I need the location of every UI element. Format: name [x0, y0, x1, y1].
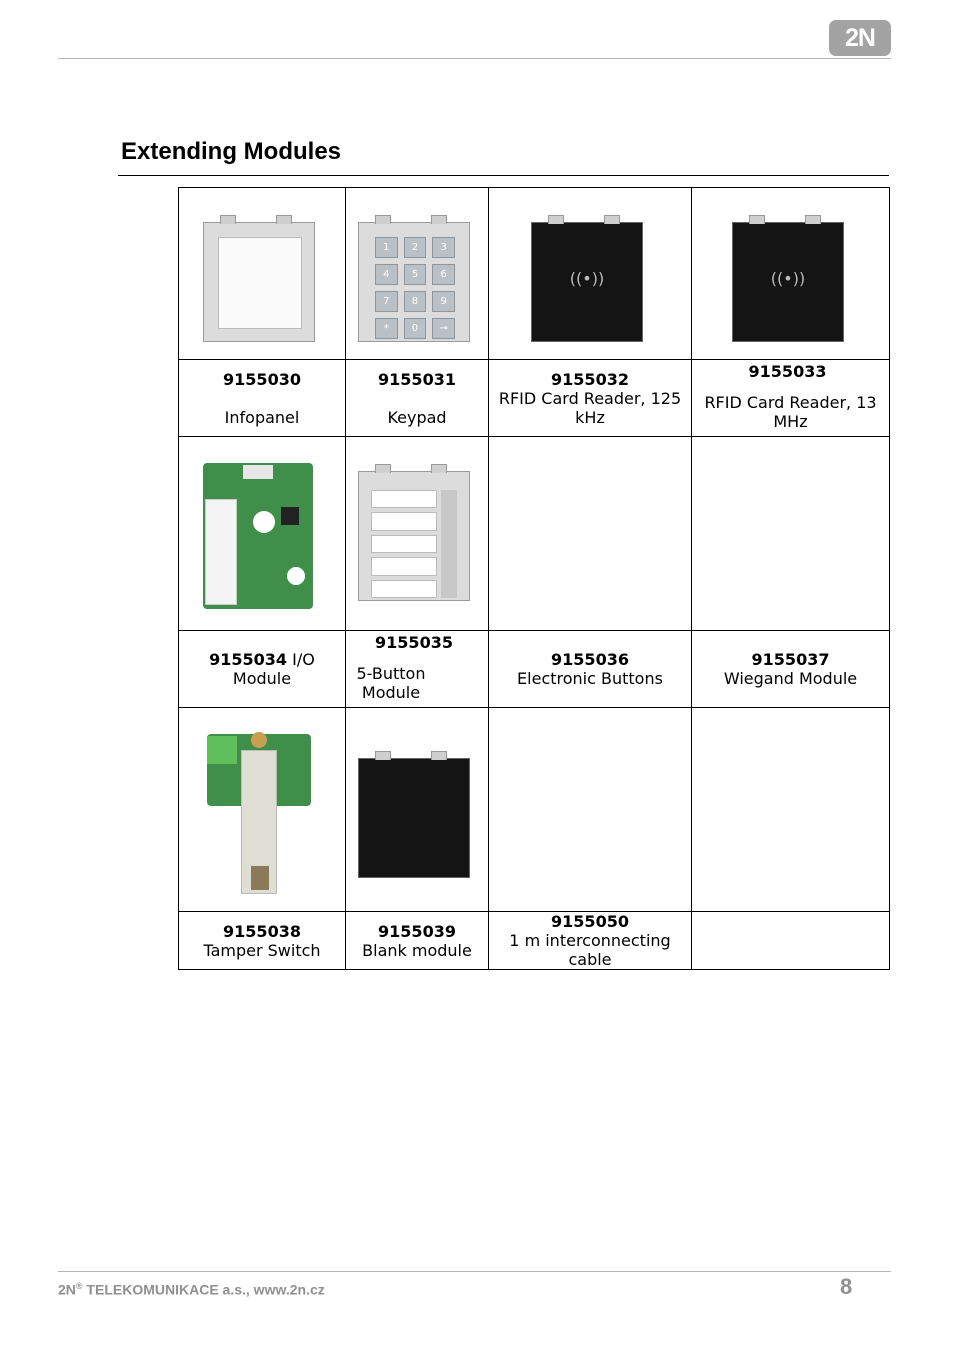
io-module-image: [203, 463, 313, 609]
image-cell-rfid-13: [692, 188, 890, 360]
image-cell-electronic-buttons: [489, 437, 692, 631]
module-9155037: 9155037 Wiegand Module: [692, 631, 890, 708]
header-rule: [58, 58, 891, 59]
module-9155034: 9155034 I/O Module: [179, 631, 346, 708]
empty-label-cell: [692, 912, 890, 970]
tamper-switch-image: [207, 734, 311, 894]
module-9155039: 9155039 Blank module: [346, 912, 489, 970]
keypad-key: 1: [375, 237, 398, 258]
brand-logo: 2N: [829, 20, 891, 56]
module-9155031: 9155031 Keypad: [346, 360, 489, 437]
page-number: 8: [840, 1274, 853, 1299]
keypad-key: 7: [375, 291, 398, 312]
footer-rule: [58, 1271, 891, 1272]
image-cell-wiegand: [692, 437, 890, 631]
rfid-125-image: [531, 222, 643, 342]
image-cell-5-button: [346, 437, 489, 631]
infopanel-image: [203, 222, 315, 342]
image-cell-keypad: [346, 188, 489, 360]
title-rule: [118, 175, 889, 176]
keypad-key: 5: [404, 264, 427, 285]
rfid-wave-icon: ((•)): [569, 269, 605, 288]
keypad-image: [358, 222, 470, 342]
keypad-key: 8: [404, 291, 427, 312]
image-cell-infopanel: [179, 188, 346, 360]
module-9155036: 9155036 Electronic Buttons: [489, 631, 692, 708]
module-9155030: 9155030 Infopanel: [179, 360, 346, 437]
image-cell-rfid-125: [489, 188, 692, 360]
keypad-key: 4: [375, 264, 398, 285]
keypad-key: 0: [404, 318, 427, 339]
module-9155035: 9155035 5-Button Module: [346, 631, 489, 708]
module-9155038: 9155038 Tamper Switch: [179, 912, 346, 970]
keypad-key: 9: [432, 291, 455, 312]
image-cell-tamper-switch: [179, 708, 346, 912]
modules-table: [178, 187, 890, 970]
keypad-key: 6: [432, 264, 455, 285]
module-9155050: 9155050 1 m interconnecting cable: [489, 912, 692, 970]
keypad-key: ⊸: [432, 318, 455, 339]
image-cell-cable: [489, 708, 692, 912]
footer-company: 2N® TELEKOMUNIKACE a.s., www.2n.cz: [58, 1281, 325, 1298]
image-cell-blank-module: [346, 708, 489, 912]
keypad-key: 2: [404, 237, 427, 258]
rfid-13-image: [732, 222, 844, 342]
keypad-key: *: [375, 318, 398, 339]
blank-module-image: [358, 758, 470, 878]
page-title: Extending Modules: [121, 138, 342, 165]
rfid-wave-icon: ((•)): [770, 269, 806, 288]
module-9155032: 9155032 RFID Card Reader, 125 kHz: [489, 360, 692, 437]
keypad-key: 3: [432, 237, 455, 258]
image-cell-io-module: [179, 437, 346, 631]
five-button-image: [358, 471, 470, 601]
module-9155033: 9155033 RFID Card Reader, 13 MHz: [692, 360, 890, 437]
image-cell-empty: [692, 708, 890, 912]
